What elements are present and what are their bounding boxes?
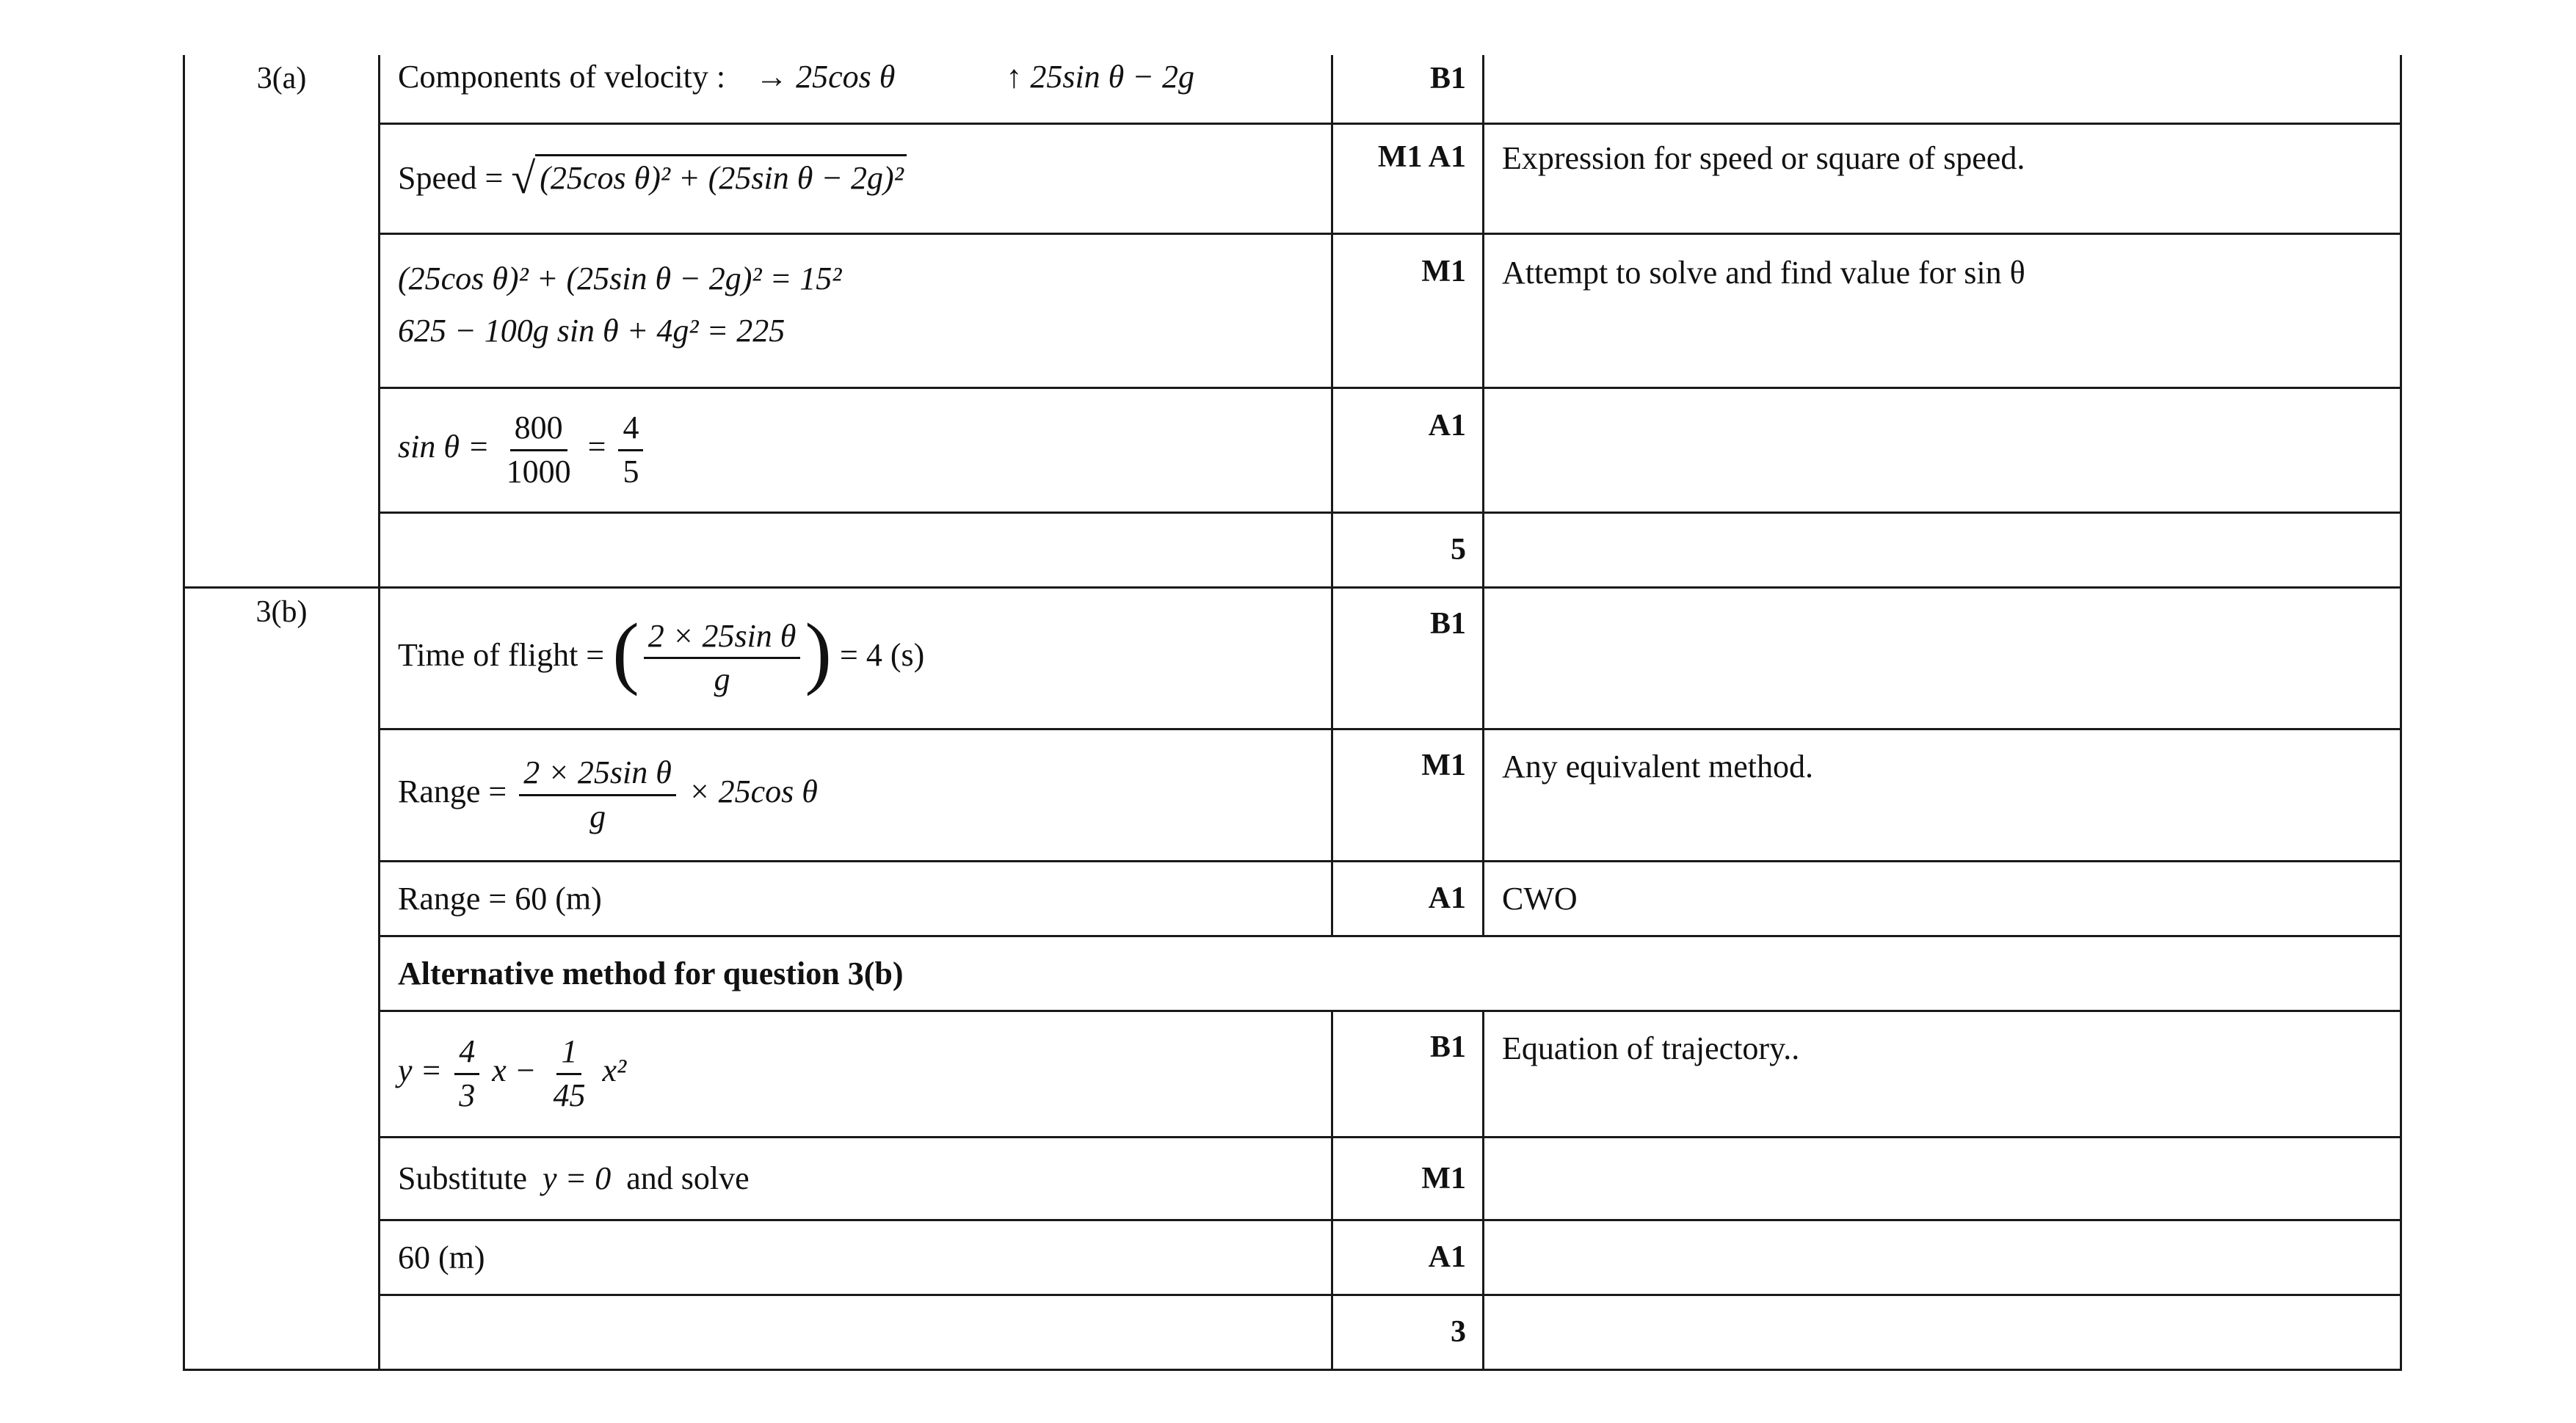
mark-cell: B1 [1332,587,1484,729]
equation-line: 625 − 100g sin θ + 4g² = 225 [398,312,786,349]
mark-cell: A1 [1332,1220,1484,1295]
speed-expression: (25cos θ)² + (25sin θ − 2g)² [535,154,907,197]
fraction [644,619,801,698]
right-arrow-icon: → [755,59,788,95]
guidance-cell: Attempt to solve and find value for sin θ [1484,233,2401,387]
guidance-cell [1484,1137,2401,1220]
guidance-cell [1484,1220,2401,1295]
fraction [519,755,676,834]
guidance-cell [1484,55,2401,123]
table-row [184,729,2401,861]
answer-cell [380,1137,1332,1220]
answer-cell: Time of flight = ( $\frac{\text{2 × 25sin θ}}{g}$ ) = 4 (s) [380,587,1332,729]
answer-cell: Range = 60 (m) [380,861,1332,936]
table-row [184,123,2401,233]
answer-cell [380,512,1332,587]
range-factor: × 25cos θ [688,774,818,810]
total-mark: 5 [1332,512,1484,587]
numerator: 800 [510,410,567,451]
equals-sign: = [587,429,606,465]
table-row [184,233,2401,387]
numerator: 1 [556,1034,581,1074]
equation-term: x − [492,1052,537,1089]
answer-text: Components of velocity : [398,59,726,95]
guidance-cell: Expression for speed or square of speed. [1484,123,2401,233]
table-row [184,587,2401,729]
table-row [184,1295,2401,1369]
numerator: 4 [618,410,643,451]
answer-text: and solve [626,1160,750,1196]
question-number: 3(b) [184,587,380,1369]
mark-cell: A1 [1332,861,1484,936]
numerator: 4 [454,1034,479,1074]
mark-cell: M1 A1 [1332,123,1484,233]
question-number: 3(a) [184,55,380,587]
numerator: 2 × 25sin θ [519,755,676,796]
time-of-flight-value: = 4 (s) [840,636,925,673]
fraction [618,410,643,490]
fraction [502,410,576,490]
answer-cell [380,123,1332,233]
denominator: 45 [553,1077,586,1113]
mark-cell: M1 [1332,233,1484,387]
table-row [184,387,2401,512]
table-row [184,55,2401,123]
up-arrow-icon: ↑ [1006,59,1023,95]
table-row [184,1011,2401,1137]
mark-cell: A1 [1332,387,1484,512]
table-row [184,512,2401,587]
mark-cell: B1 [1332,55,1484,123]
answer-cell [380,1295,1332,1369]
guidance-cell: Any equivalent method. [1484,729,2401,861]
mark-scheme-table [183,55,2402,1371]
vertical-component: 25sin θ − 2g [1030,59,1194,95]
answer-cell [380,387,1332,512]
guidance-cell [1484,512,2401,587]
denominator: 3 [459,1077,476,1113]
time-of-flight-label: Time of flight = [398,636,605,673]
table-row [184,936,2401,1011]
sqrt-icon: √ [511,153,536,203]
denominator: g [589,798,606,834]
guidance-cell [1484,587,2401,729]
guidance-cell [1484,1295,2401,1369]
horizontal-component: 25cos θ [796,59,896,95]
answer-cell [380,55,1332,123]
answer-cell: 60 (m) [380,1220,1332,1295]
guidance-cell: Equation of trajectory.. [1484,1011,2401,1137]
equation-lhs: y = [398,1052,443,1089]
range-label: Range = [398,774,507,810]
numerator: 2 × 25sin θ [644,619,801,659]
alternative-method-heading: Alternative method for question 3(b) [380,936,2401,1011]
speed-label: Speed = [398,159,504,196]
mark-cell: M1 [1332,1137,1484,1220]
answer-cell [380,233,1332,387]
answer-cell [380,1011,1332,1137]
equation-term: y = 0 [543,1160,612,1196]
answer-text: Substitute [398,1160,528,1196]
mark-cell: M1 [1332,729,1484,861]
equation-line: (25cos θ)² + (25sin θ − 2g)² = 15² [398,260,842,296]
fraction [548,1034,589,1113]
mark-cell: B1 [1332,1011,1484,1137]
table-row [184,1220,2401,1295]
total-mark: 3 [1332,1295,1484,1369]
table-row [184,1137,2401,1220]
denominator: 5 [623,453,639,490]
fraction [454,1034,479,1113]
guidance-cell: CWO [1484,861,2401,936]
denominator: 1000 [506,453,571,490]
denominator: g [714,661,730,697]
equation-term: x² [602,1052,627,1089]
guidance-cell [1484,387,2401,512]
answer-cell [380,729,1332,861]
equation-lhs: sin θ = [398,429,490,465]
table-row [184,861,2401,936]
